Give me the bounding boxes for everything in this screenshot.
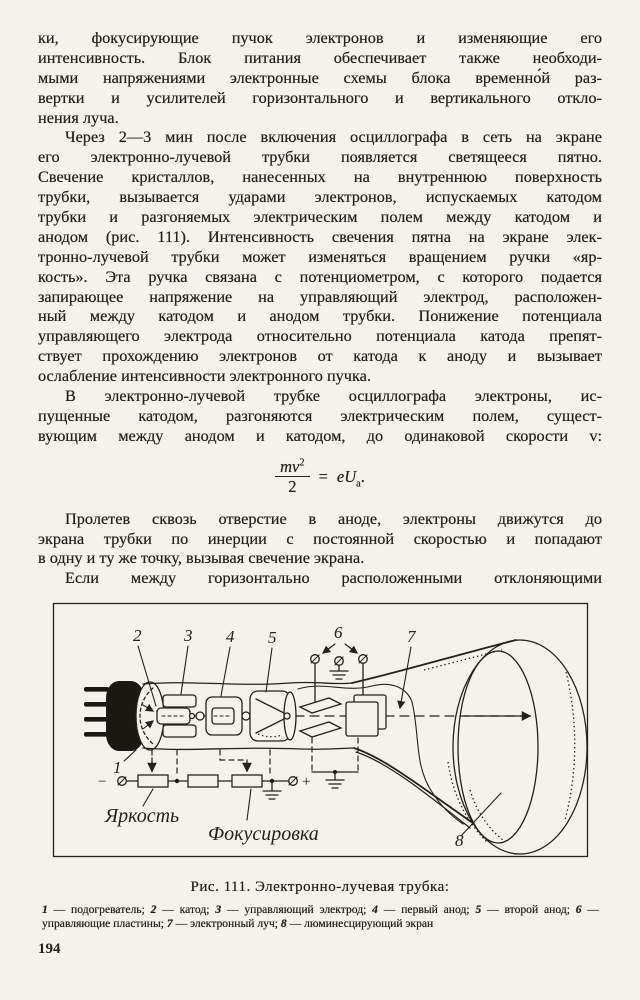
brightness-label: Яркость [105,805,180,827]
deflection-plates [300,663,386,737]
text-line: кость». Эта ручка связана с потенциометром, с которого подается [38,266,602,286]
control-electrode-bottom [163,725,196,737]
fraction-denominator: 2 [288,477,297,497]
paragraph-4 [38,509,602,569]
neck-bottom [143,748,354,749]
figure-label-2: 2 [133,626,142,645]
tube-base [84,681,144,751]
paragraph-1 [38,28,602,127]
v-plate-front [346,702,378,736]
text-line: нения луча. [38,107,119,127]
figure-text-labels [104,789,319,845]
text-line: трубки, вызывается ударами электронов, испускаемых катодом [38,187,602,207]
control-electrode-top [163,695,196,707]
figure-label-8: 8 [455,831,464,850]
fraction-numerator: $mv^2$ [275,458,310,477]
formula [38,453,602,501]
legend-text: — управляющий электрод; [221,903,373,916]
focus-label: Фокусировка [208,823,319,845]
h-plate-bottom [300,722,341,737]
base-pin [84,687,109,692]
text-line: ослабление интенсивности электронного пучка. [38,366,371,386]
base-pin [84,717,109,722]
legend-number: 4 [372,903,378,916]
text-line: ный между катодом и анодом трубки. Понижение потенциала [38,306,602,326]
legend-number: 7 [166,916,173,930]
figure-label-4: 4 [226,627,235,646]
legend-text: — катод; [156,903,216,916]
text-line: мыми напряжениями электронные схемы блока временно́й раз- [38,67,602,87]
text-line: пущенные катодом, разгоняются электрическим полем, сущест- [38,405,602,425]
text-line: В электронно-лучевой трубке осциллографа электроны, ис- [65,386,602,406]
figure-label-6: 6 [334,623,343,642]
legend-text: — управляющие пластины; [42,903,600,930]
text-line: ствует прохождению электронов от катода к аноду и вызывает [38,346,602,366]
legend-number: 3 [215,903,222,916]
text-line: управляющего электрода относительно потенциала катода препят- [38,326,602,346]
text-line: его электронно-лучевой трубки появляется светящееся пятно. [38,147,602,167]
text-line: экрана трубки по инерции с постоянной скоростью и попадают [38,528,602,548]
control-aperture [196,712,204,720]
paragraph-2 [38,127,602,386]
formula-rhs: $eU_a$. [336,466,365,489]
electron-gun [143,691,296,741]
text-line: трубки и разгоняемых электрическим полем между катодом и [38,207,602,227]
paragraph-5 [38,568,602,588]
legend-text: — электронный луч; [172,916,281,930]
plus-sign: + [302,774,311,790]
base-pin [84,702,109,707]
ground-symbol [330,665,348,679]
text-line: запирающее напряжение на управляющий электрод, расположен- [38,286,602,306]
figure-legend [42,903,599,930]
minus-sign: − [98,774,107,790]
text-line: интенсивность. Блок питания обеспечивает также необходи- [38,47,602,67]
legend-number: 1 [42,903,48,916]
text-line: Если между горизонтально расположенными отклоняющими [65,568,602,588]
page-number: 194 [38,941,61,957]
figure-label-7: 7 [407,627,416,646]
legend-number: 6 [575,903,582,916]
figure-label-3: 3 [184,626,193,645]
legend-number: 8 [280,916,287,930]
plate-terminals [311,655,368,679]
bell-top [352,640,516,683]
figure-label-5: 5 [268,628,277,647]
text-line: в одну и ту же точку, вызывая свечение экрана. [38,548,365,568]
legend-text: — люминесцирующий экран [286,916,434,930]
ground-symbol [263,783,281,799]
figure-label-1: 1 [113,758,122,777]
equals-sign: = [318,466,328,486]
cathode-tip [190,714,195,719]
text-line: тронно-лучевой трубки может изменяться вращением ручки «яр- [38,246,602,266]
hatch-screen-bottom [470,790,503,840]
screen-face [458,651,538,843]
crt-diagram [45,598,593,864]
legend-text: — второй анод; [481,903,576,916]
hatch-screen-left [448,762,487,842]
legend-text: — подогреватель; [47,903,151,916]
ground-symbol [326,772,344,788]
figure-caption: Рис. 111. Электронно-лучевая трубка: [190,879,450,895]
fraction [275,458,310,496]
text-line: Пролетев сквозь отверстие в аноде, электроны движутся до [65,508,602,528]
second-anode-aperture [284,713,290,719]
body-text [38,28,602,588]
text-line: анодом (рис. 111). Интенсивность свечения пятна на экране элек- [38,226,602,246]
base-pin [84,732,109,737]
resistor [188,775,218,787]
paragraph-3 [38,386,602,446]
legend-number: 2 [150,903,157,916]
text-line: вующим между анодом и катодом, до одинаковой скорости v: [38,425,602,445]
text-line: Через 2—3 мин после включения осциллографа в сеть на экране [65,127,602,147]
focus-potentiometer [232,775,262,787]
legend-text: — первый анод; [377,903,476,916]
text-line: ки, фокусирующие пучок электронов и изменяющие его [38,28,602,47]
text-line: вертки и усилителей горизонтального и вертикального откло- [38,87,602,107]
h-plate-top [300,698,341,713]
legend-number: 5 [475,903,482,916]
node [175,779,179,783]
text-line: Свечение кристаллов, нанесенных на внутреннюю поверхность [38,167,602,187]
tube-envelope [136,640,587,854]
neck-top [143,682,352,684]
first-anode-aperture [242,712,250,720]
figure-111 [45,598,593,864]
hatch-screen-right [565,672,575,820]
brightness-potentiometer [138,775,168,787]
